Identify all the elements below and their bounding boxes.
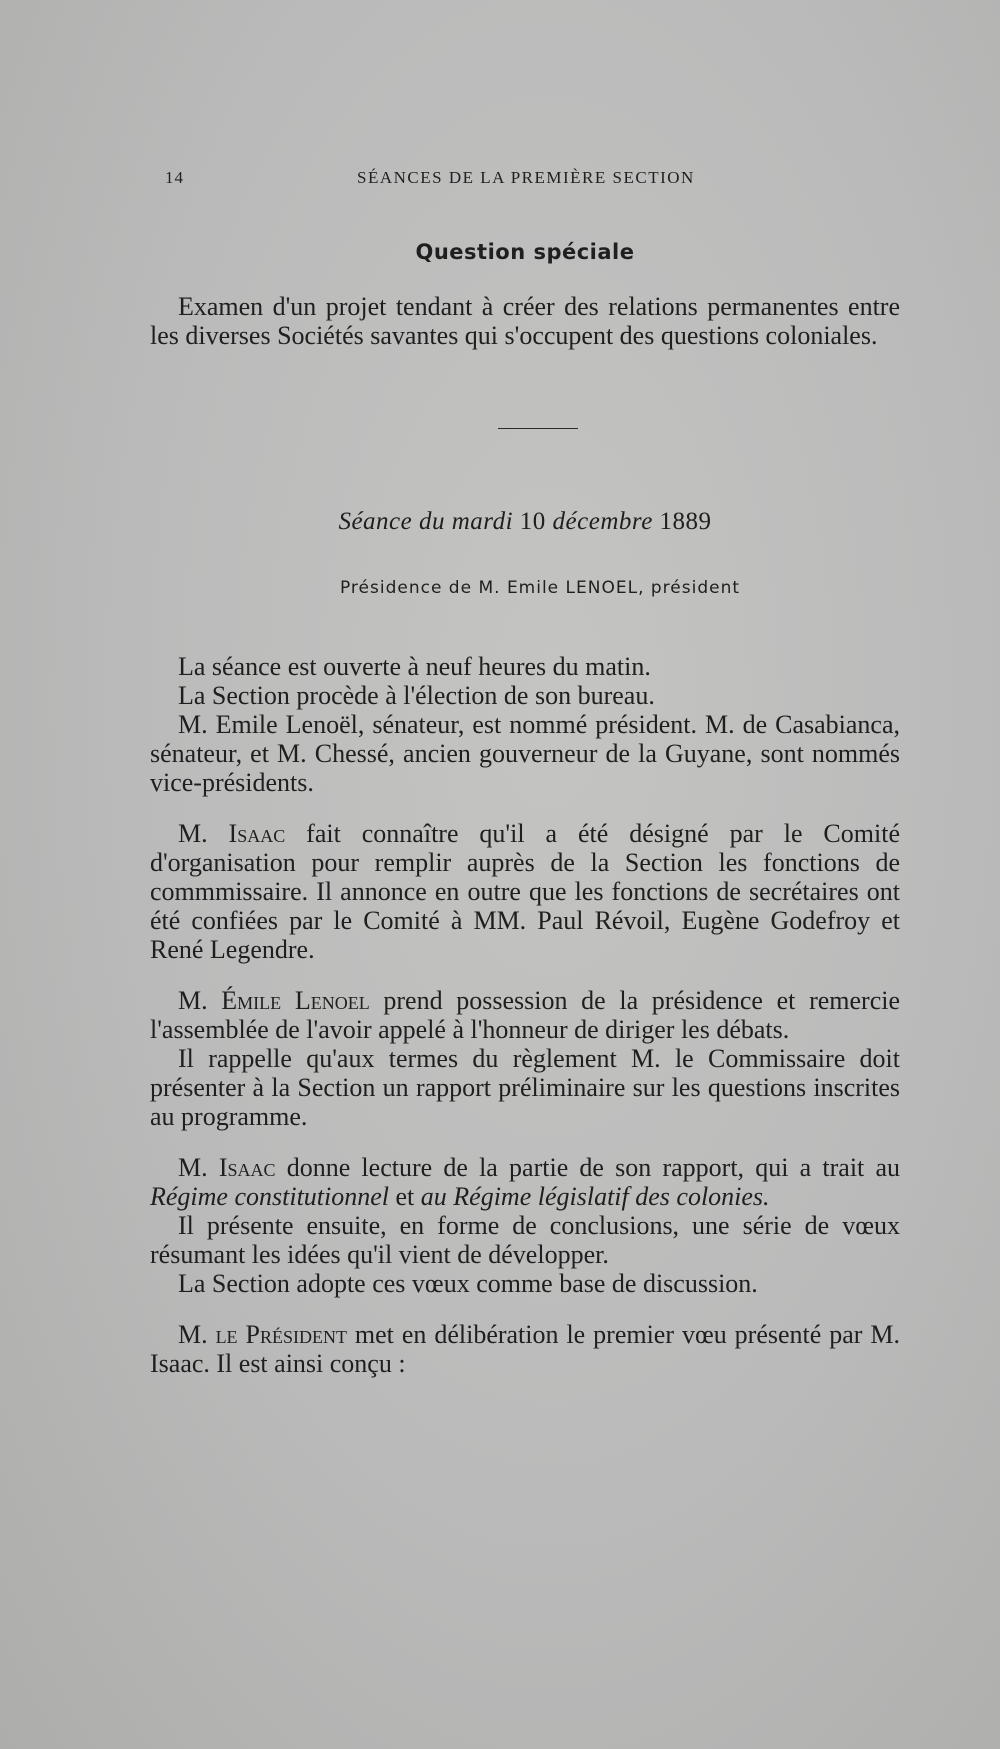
session-heading-year: 1889 <box>659 508 712 535</box>
paragraph-nominations: M. Emile Lenoël, sénateur, est nommé président. M. de Casabianca, sénateur, et M. Chessé, ancien gouverneur de la Guyane, sont nommés vice-présidents. <box>150 710 900 797</box>
paragraph-text: fait connaître qu'il a été désigné par le Comité d'organisation pour remplir auprès de la Section les fonctions de commmissaire. Il annonce en outre que les fonctions de secrétaires ont été confiées par le Comité à MM. Paul Révoil, Eugène Godefroy et René Legendre. <box>150 819 900 964</box>
intro-block <box>150 292 900 350</box>
page-number: 14 <box>165 168 184 187</box>
minutes-body <box>150 652 900 1378</box>
paragraph-reglement: Il rappelle qu'aux termes du règlement M. le Commissaire doit présenter à la Section un rapport préliminaire sur les questions inscrites au programme. <box>150 1044 900 1131</box>
speaker-name: M. le Président <box>178 1320 347 1349</box>
speaker-name: M. Isaac <box>178 819 286 848</box>
paragraph-text: et <box>389 1182 421 1211</box>
paragraph-italic: au Régime législatif des colonies. <box>420 1182 770 1211</box>
session-heading-day: 10 <box>519 508 546 535</box>
paragraph-bureau: La Section procède à l'élection de son bureau. <box>178 681 655 710</box>
paragraph-text: donne lecture de la partie de son rapport, qui a trait au <box>275 1153 901 1182</box>
paragraph-lenoel-presidence <box>150 986 900 1044</box>
intro-paragraph: Examen d'un projet tendant à créer des relations permanentes entre les diverses Sociétés savantes qui s'occupent des questions coloniales. <box>150 292 900 350</box>
session-heading <box>150 508 900 536</box>
presidence-line: Présidence de M. Emile LENOEL, président <box>339 578 741 598</box>
section-divider <box>498 428 578 429</box>
paragraph-text: met en délibération le premier vœu présenté par M. Isaac. Il est ainsi conçu : <box>150 1320 901 1378</box>
paragraph-president-voeu <box>150 1320 900 1378</box>
paragraph-isaac-rapport <box>150 1153 900 1211</box>
session-heading-part-1: Séance du mardi <box>338 508 514 535</box>
speaker-name: M. Isaac <box>178 1153 276 1182</box>
running-head: SÉANCES DE LA PREMIÈRE SECTION <box>357 168 695 187</box>
session-heading-part-2: décembre <box>552 508 653 535</box>
paragraph-conclusions: Il présente ensuite, en forme de conclusions, une série de vœux résumant les idées qu'il vient de développer. <box>150 1211 900 1269</box>
paragraph-adoption: La Section adopte ces vœux comme base de discussion. <box>178 1269 758 1298</box>
paragraph-text: prend possession de la présidence et remercie l'assemblée de l'avoir appelé à l'honneur de diriger les débats. <box>150 986 900 1044</box>
paragraph-italic: Régime constitutionnel <box>150 1182 390 1211</box>
section-title: Question spéciale <box>415 240 635 264</box>
paragraph-isaac-commissaire <box>150 819 900 964</box>
paragraph-opening: La séance est ouverte à neuf heures du matin. <box>178 652 651 681</box>
speaker-name: M. Émile Lenoel <box>178 986 370 1015</box>
